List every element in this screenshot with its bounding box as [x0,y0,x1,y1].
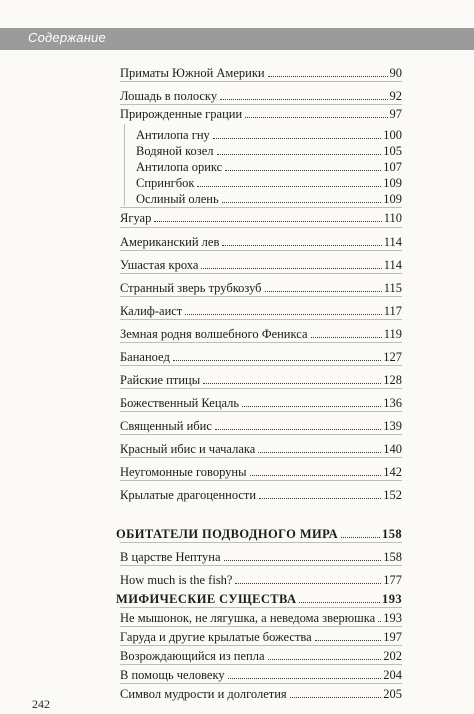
toc-entry-title: Ушастая кроха [120,258,199,272]
toc-section-heading [116,523,402,541]
toc-entry-title: Священный ибис [120,419,212,433]
toc-leader [215,429,381,430]
toc-entry-title: Ягуар [120,211,152,225]
toc-leader [224,560,382,561]
toc-entry [120,415,402,433]
toc-divider [120,273,402,274]
toc-entry-title: Земная родня волшебного Феникса [120,327,308,341]
toc-leader [201,268,381,269]
toc-entry-title: Бананоед [120,350,170,364]
toc-entry-title: В помощь человеку [120,668,225,682]
toc-entry-page: 204 [383,668,402,682]
toc-divider [120,319,402,320]
toc-entry-page: 92 [389,89,402,103]
toc-leader [315,640,382,641]
toc-divider [120,457,402,458]
toc-entry [120,103,402,121]
toc-leader [299,602,380,603]
toc-entry-title: Приматы Южной Америки [120,66,265,80]
toc-entry [120,323,402,341]
toc-entry-title: Не мышонок, не лягушка, а неведома зверюшка [120,611,376,625]
toc-entry-title: Прирожденные грации [120,107,243,121]
toc-divider [120,250,402,251]
toc-leader [203,383,381,384]
toc-entry-page: 109 [383,176,402,190]
toc-entry-page: 136 [383,396,402,410]
toc-entry-title: В царстве Нептуна [120,550,221,564]
toc-entry-page: 177 [383,573,402,587]
toc-leader [259,498,381,499]
toc-entry-page: 100 [383,128,402,142]
page-number: 242 [32,697,50,711]
toc-leader [250,475,382,476]
toc-entry-title: How much is the fish? [120,573,233,587]
toc-entry-title: Возрождающийся из пепла [120,649,265,663]
toc-divider [120,542,402,543]
toc-entry-title: Странный зверь трубкозуб [120,281,262,295]
toc-leader [245,117,387,118]
toc-entry [120,207,402,225]
toc-entry-page: 114 [383,235,402,249]
toc-entry-page: 142 [383,465,402,479]
toc-divider [120,565,402,566]
toc-entry-page: 114 [383,258,402,272]
toc-leader [378,621,381,622]
toc-entry-title: Гаруда и другие крылатые божества [120,630,312,644]
toc-leader [290,697,382,698]
toc-divider [120,388,402,389]
toc-entry [120,664,402,682]
toc-leader [213,138,381,139]
toc-entry-title: Антилопа орикс [136,160,223,174]
toc-leader [197,186,381,187]
toc-entry-page: 158 [383,550,402,564]
toc-leader [265,291,382,292]
toc-entry-title: Неугомонные говоруны [120,465,247,479]
toc-entry [120,461,402,479]
toc-divider [120,480,402,481]
toc-leader [222,245,381,246]
toc-entry-page: 115 [383,281,402,295]
toc-entry-page: 109 [383,192,402,206]
toc-entry-title: Крылатые драгоценности [120,488,257,502]
toc-entry-page: 127 [383,350,402,364]
toc-entry-title: Символ мудрости и долголетия [120,687,287,701]
toc-subentry [136,188,402,206]
header-title: Содержание [28,30,106,45]
toc-entry [120,607,402,625]
toc-entry-page: 140 [383,442,402,456]
toc-entry-page: 110 [383,211,402,225]
toc-leader [268,76,388,77]
sub-entry-bar [124,124,125,206]
toc-entry-title: Красный ибис и чачалака [120,442,256,456]
toc-leader [258,452,381,453]
toc-leader [228,678,382,679]
toc-leader [173,360,381,361]
toc-divider [120,81,402,82]
toc-entry [120,546,402,564]
toc-entry [120,392,402,410]
toc-entry [120,438,402,456]
toc-entry-page: 193 [383,611,402,625]
toc-divider [120,683,402,684]
toc-divider [120,342,402,343]
toc-entry [120,569,402,587]
toc-entry [120,683,402,701]
toc-entry [120,85,402,103]
toc-entry-page: 158 [382,527,402,541]
toc-divider [120,365,402,366]
toc-leader [222,202,382,203]
toc-entry-title: Калиф-аист [120,304,183,318]
toc-entry [120,277,402,295]
toc-divider [120,296,402,297]
toc-entry-title: Лошадь в полоску [120,89,218,103]
toc-leader [242,406,381,407]
toc-entry-page: 128 [383,373,402,387]
toc-entry-page: 197 [383,630,402,644]
toc-divider [120,227,402,228]
toc-entry [120,254,402,272]
toc-entry-page: 205 [383,687,402,701]
toc-leader [185,314,381,315]
toc-leader [225,170,381,171]
toc-entry [120,62,402,80]
toc-entry [120,369,402,387]
toc-entry-title: Райские птицы [120,373,201,387]
toc-entry-title: ОБИТАТЕЛИ ПОДВОДНОГО МИРА [116,527,339,541]
toc-entry [120,626,402,644]
toc-divider [120,664,402,665]
toc-entry [120,231,402,249]
toc-entry [120,346,402,364]
toc-leader [217,154,382,155]
toc-entry-page: 97 [389,107,402,121]
toc-entry-title: Божественный Кецаль [120,396,240,410]
toc-entry-page: 105 [383,144,402,158]
toc-entry-page: 119 [383,327,402,341]
toc-entry-title: Водяной козел [136,144,214,158]
toc-entry [120,484,402,502]
toc-leader [235,583,381,584]
toc-entry [120,300,402,318]
toc-entry-title: МИФИЧЕСКИЕ СУЩЕСТВА [116,592,297,606]
toc-entry-page: 193 [382,592,402,606]
toc-entry-title: Американский лев [120,235,220,249]
toc-leader [311,337,382,338]
toc-entry-page: 117 [383,304,402,318]
toc-leader [154,221,381,222]
toc-entry-title: Спрингбок [136,176,195,190]
toc-entry-page: 202 [383,649,402,663]
toc-entry-page: 139 [383,419,402,433]
toc-entry-page: 107 [383,160,402,174]
toc-divider [120,607,402,608]
toc-entry [120,645,402,663]
toc-leader [268,659,382,660]
toc-entry-page: 90 [389,66,402,80]
toc-section-heading [116,588,402,606]
toc-leader [341,537,380,538]
toc-entry-page: 152 [383,488,402,502]
toc-entry-title: Антилопа гну [136,128,210,142]
toc-divider [120,411,402,412]
toc-divider [120,626,402,627]
toc-entry-title: Ослиный олень [136,192,219,206]
toc-leader [220,99,387,100]
toc-divider [120,434,402,435]
toc-divider [120,645,402,646]
